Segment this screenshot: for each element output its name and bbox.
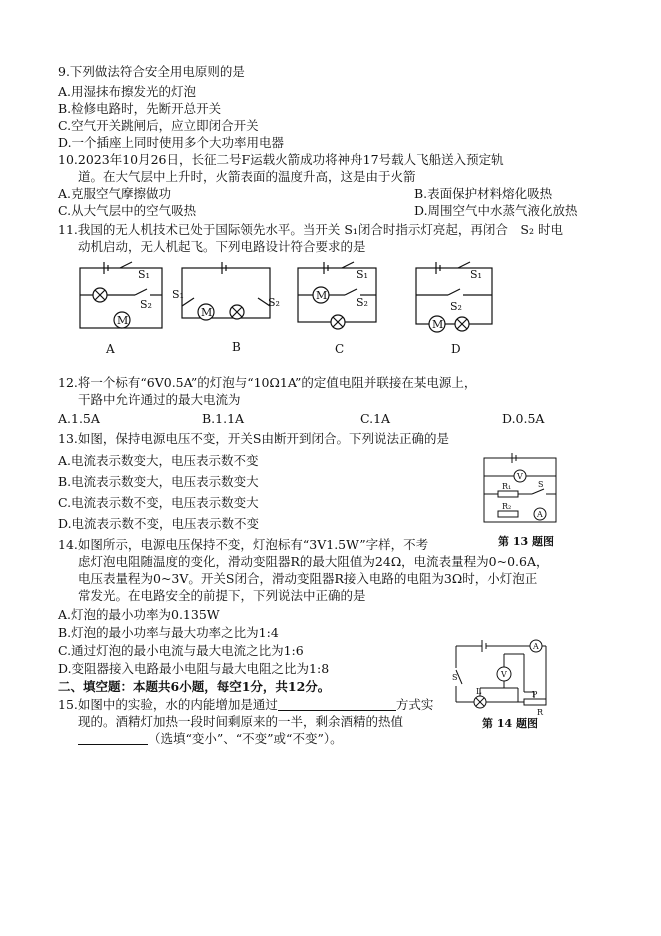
q14-voltmeter: V xyxy=(501,670,507,679)
q14-ammeter: A xyxy=(533,642,539,651)
q11-d-s2: S₂ xyxy=(450,300,462,313)
q10-option-a: A.克服空气摩擦做功 xyxy=(58,186,172,201)
q11-d-s1: S₁ xyxy=(470,268,482,281)
q13-option-a: A.电流表示数变大，电压表示数不变 xyxy=(58,453,259,468)
q11-c-s1: S₁ xyxy=(356,268,368,281)
q11-c-s2: S₂ xyxy=(356,296,368,309)
q10-option-d: D.周围空气中水蒸气液化放热 xyxy=(414,203,578,218)
q11-label-d: D xyxy=(451,342,461,356)
q14-lamp: L xyxy=(476,687,482,696)
section-heading: 二、填空题：本题共6小题，每空1分，共12分。 xyxy=(58,679,331,694)
q11-b-s1: S₁ xyxy=(172,288,184,301)
q15-line1-start: 15.如图中的实验，水的内能增加是通过 xyxy=(58,697,278,712)
q10-option-c: C.从大气层中的空气吸热 xyxy=(58,203,197,218)
q14-stem-line1: 14.如图所示，电源电压保持不变，灯泡标有“3V1.5W”字样，不考 xyxy=(58,537,429,552)
q12-option-d: D.0.5A xyxy=(502,411,545,426)
q9-option-b: B.检修电路时，先断开总开关 xyxy=(58,101,222,116)
q11-label-b: B xyxy=(232,340,241,354)
q12-option-b: B.1.1A xyxy=(202,411,245,426)
q10-stem-line2: 道。在大气层中上升时，火箭表面的温度升高，这是由于火箭 xyxy=(78,169,416,184)
q13-option-b: B.电流表示数变大，电压表示数变大 xyxy=(58,474,259,489)
q13-stem: 13.如图，保持电源电压不变，开关S由断开到闭合。下列说法正确的是 xyxy=(58,431,449,446)
q10-stem-line1: 10.2023年10月26日，长征二号F运载火箭成功将神舟17号载人飞船送入预定轨 xyxy=(58,152,504,167)
q14-switch: S xyxy=(452,673,458,682)
q14-caption: 第 14 题图 xyxy=(482,717,538,730)
q12-stem-line2: 干路中允许通过的最大电流为 xyxy=(78,392,241,407)
q14-option-d: D.变阻器接入电路最小电阻与最大电阻之比为1:8 xyxy=(58,661,330,676)
q14-stem-line4: 常发光。在电路安全的前提下，下列说法中正确的是 xyxy=(78,588,366,603)
q15-line3-text: （选填“变小”、“不变”或“不变”）。 xyxy=(148,731,343,746)
q15-blank-2[interactable] xyxy=(78,732,148,745)
q13-r2: R₂ xyxy=(502,502,512,511)
q9-option-c: C.空气开关跳闸后，应立即闭合开关 xyxy=(58,118,259,133)
q13-caption: 第 13 题图 xyxy=(498,535,554,548)
q13-r1: R₁ xyxy=(502,482,512,491)
q12-stem-line1: 12.将一个标有“6V0.5A”的灯泡与“10Ω1A”的定值电阻并联接在某电源上， xyxy=(58,375,477,390)
q11-stem-line2: 动机启动，无人机起飞。下列电路设计符合要求的是 xyxy=(78,239,366,254)
q11-label-a: A xyxy=(106,342,115,356)
q9-option-a: A.用湿抹布擦发光的灯泡 xyxy=(58,84,197,99)
q11-label-c: C xyxy=(335,342,345,356)
q14-option-c: C.通过灯泡的最小电流与最大电流之比为1:6 xyxy=(58,643,304,658)
q11-stem-line1: 11.我国的无人机技术已处于国际领先水平。当开关 S₁闭合时指示灯亮起，再闭合 S₂ 时电 xyxy=(58,222,563,237)
q15-line2: 现的。酒精灯加热一段时间剩原来的一半，剩余酒精的热值 xyxy=(78,714,404,729)
q11-a-motor: M xyxy=(117,314,129,327)
q13-voltmeter: V xyxy=(517,472,523,481)
q12-option-c: C.1A xyxy=(360,411,391,426)
q11-b-motor: M xyxy=(201,306,213,319)
q11-a-s2: S₂ xyxy=(140,298,152,311)
q14-option-a: A.灯泡的最小功率为0.135W xyxy=(58,607,220,622)
q14-stem-line3: 电压表量程为0~3V。开关S闭合，滑动变阻器R接入电路的电阻为3Ω时，小灯泡正 xyxy=(78,571,538,586)
q15-line3 xyxy=(78,731,343,747)
q13-option-d: D.电流表示数不变，电压表示数不变 xyxy=(58,516,260,531)
q9-stem: 9.下列做法符合安全用电原则的是 xyxy=(58,64,245,79)
q11-c-motor: M xyxy=(316,289,328,302)
q15-blank-1[interactable] xyxy=(278,698,396,711)
q13-switch: S xyxy=(538,480,544,489)
q10-option-b: B.表面保护材料熔化吸热 xyxy=(414,186,553,201)
q14-option-b: B.灯泡的最小功率与最大功率之比为1:4 xyxy=(58,625,279,640)
q12-option-a: A.1.5A xyxy=(58,411,100,426)
q13-circuit-diagram xyxy=(482,452,562,532)
q15-line1 xyxy=(58,697,433,713)
q11-circuit-diagrams xyxy=(0,258,661,368)
q11-b-s2: S₂ xyxy=(268,296,280,309)
q11-a-s1: S₁ xyxy=(138,268,150,281)
q14-slider: P xyxy=(532,690,538,699)
q14-stem-line2: 虑灯泡电阻随温度的变化，滑动变阻器R的最大阻值为24Ω，电流表量程为0~0.6A， xyxy=(78,554,549,569)
q14-circuit-diagram xyxy=(452,632,552,718)
q15-line1-end: 方式实 xyxy=(395,697,434,712)
q11-d-motor: M xyxy=(432,318,444,331)
q14-rheostat: R xyxy=(537,708,544,717)
q13-option-c: C.电流表示数不变，电压表示数变大 xyxy=(58,495,259,510)
q11-circuit-b xyxy=(182,262,270,320)
q13-ammeter: A xyxy=(537,510,543,519)
q9-option-d: D.一个插座上同时使用多个大功率用电器 xyxy=(58,135,285,150)
